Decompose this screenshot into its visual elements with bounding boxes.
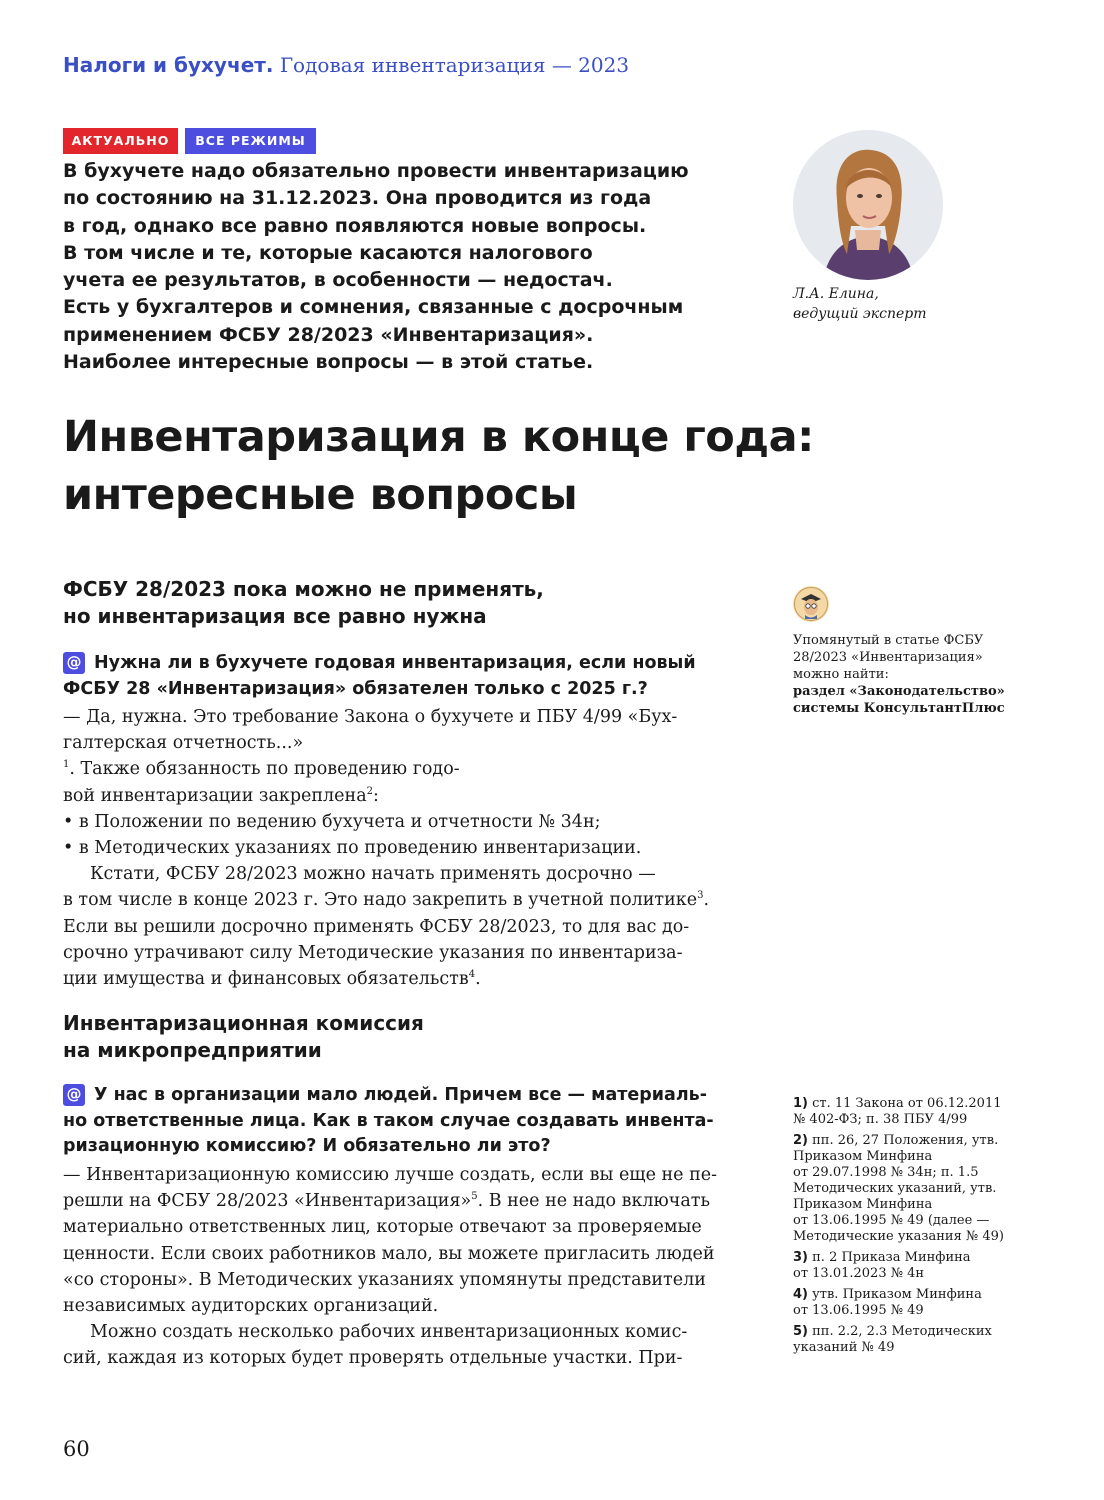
footnote-item [793, 1250, 1033, 1282]
author-portrait-icon [793, 130, 943, 280]
section2-answer [63, 1162, 739, 1372]
footnote-item [793, 1133, 1033, 1245]
side-note-link: системы КонсультантПлюс [793, 701, 1005, 716]
footnote-ref: 3 [697, 890, 704, 902]
running-head-topic: Годовая инвентаризация — 2023 [279, 53, 630, 77]
answer-line: материально ответственных лиц, которые отвечают за проверяемые [63, 1217, 702, 1238]
answer-line: ценности. Если своих работников мало, вы можете пригласить людей [63, 1243, 715, 1264]
footnote-line [793, 1287, 1033, 1303]
answer-line [63, 730, 739, 782]
answer-line: Можно создать несколько рабочих инвентаризационных комис- [90, 1322, 688, 1343]
heading-line: Инвентаризационная комиссия [63, 1011, 424, 1035]
footnote-ref: 5 [471, 1191, 478, 1203]
running-head-section: Налоги и бухучет. [63, 53, 274, 77]
heading-line: ФСБУ 28/2023 пока можно не применять, [63, 577, 544, 601]
answer-line: срочно утрачивают силу Методические указания по инвентариза- [63, 942, 683, 963]
answer-line: «со стороны». В Методических указаниях упомянуты представители [63, 1269, 706, 1290]
footnote-text: пп. 26, 27 Положения, утв. [812, 1133, 999, 1148]
footnote-line: от 13.06.1995 № 49 (далее — [793, 1213, 990, 1228]
footnote-line: от 29.07.1998 № 34н; п. 1.5 [793, 1165, 979, 1180]
bullet-item: • в Методических указаниях по проведению инвентаризации. [63, 838, 642, 859]
side-note-line: Упомянутый в статье ФСБУ [793, 633, 984, 648]
question-text: У нас в организации мало людей. Причем все — материаль- [94, 1085, 708, 1105]
footnote-line: от 13.06.1995 № 49 [793, 1303, 924, 1318]
answer-text: . [475, 969, 481, 990]
answer-line: — Инвентаризационную комиссию лучше создать, если вы еще не пе- [63, 1165, 718, 1185]
lead-line: Есть у бухгалтеров и сомнения, связанные с досрочным [63, 296, 684, 319]
answer-line [63, 783, 739, 809]
footnote-text: утв. Приказом Минфина [812, 1287, 982, 1302]
answer-text: . Также обязанность по проведению годо- [69, 759, 460, 780]
answer-line: — Да, нужна. Это требование Закона о бухучете и ПБУ 4/99 «Бух- [63, 707, 678, 727]
question-at-icon: @ [63, 1084, 85, 1106]
title-line: интересные вопросы [63, 470, 578, 520]
tag-actual: АКТУАЛЬНО [63, 128, 178, 154]
footnote-num: 4) [793, 1287, 808, 1302]
section1-question [63, 651, 739, 702]
question-line: ФСБУ 28 «Инвентаризация» обязателен только с 2025 г.? [63, 678, 648, 699]
section2-question [63, 1083, 739, 1160]
title-line: Инвентаризация в конце года: [63, 412, 814, 462]
side-note-link: раздел «Законодательство» [793, 684, 1005, 699]
footnote-num: 2) [793, 1133, 808, 1148]
question-line: ризационную комиссию? И обязательно ли это? [63, 1136, 551, 1156]
consultant-mascot-icon [793, 586, 829, 622]
lead-line: В том числе и те, которые касаются налогового [63, 241, 593, 264]
answer-line: Если вы решили досрочно применять ФСБУ 28/2023, то для вас до- [63, 916, 690, 937]
author-caption [793, 284, 927, 324]
lead-line: применением ФСБУ 28/2023 «Инвентаризация». [63, 323, 594, 346]
footnote-line: Приказом Минфина [793, 1197, 933, 1212]
answer-text: вой инвентаризации закреплена [63, 785, 367, 806]
author-role: ведущий эксперт [793, 306, 927, 322]
answer-text: галтерская отчетность...» [63, 733, 304, 754]
lead-paragraph [63, 158, 753, 376]
question-line [63, 651, 739, 677]
side-note-line: можно найти: [793, 667, 889, 682]
heading-line: но инвентаризация все равно нужна [63, 603, 487, 628]
footnote-item [793, 1287, 1033, 1319]
page-number: 60 [63, 1437, 90, 1461]
question-at-icon: @ [63, 652, 85, 674]
footnotes [793, 1096, 1033, 1361]
footnote-num: 3) [793, 1250, 808, 1265]
footnote-line [793, 1250, 1033, 1266]
author-name: Л.А. Елина, [793, 286, 879, 302]
footnote-line [793, 1096, 1033, 1112]
answer-text: решли на ФСБУ 28/2023 «Инвентаризация» [63, 1191, 472, 1212]
lead-line: Наиболее интересные вопросы — в этой статье. [63, 351, 594, 374]
footnote-item [793, 1324, 1033, 1356]
footnote-text: п. 2 Приказа Минфина [812, 1250, 971, 1265]
footnote-line: от 13.01.2023 № 4н [793, 1266, 925, 1281]
section1-answer [63, 704, 739, 992]
answer-text: . В нее не надо включать [477, 1191, 710, 1212]
section1-heading [63, 576, 544, 629]
answer-line [63, 1188, 739, 1214]
lead-line: по состоянию на 31.12.2023. Она проводится из года [63, 187, 652, 210]
answer-text: : [373, 785, 379, 806]
lead-line: учета ее результатов, в особенности — недостач. [63, 269, 613, 292]
mascot-icon [793, 586, 829, 622]
footnote-text: пп. 2.2, 2.3 Методических [812, 1324, 992, 1339]
footnote-ref: 2 [366, 785, 374, 797]
side-note [793, 632, 1023, 717]
footnote-ref: 4 [468, 969, 476, 981]
side-note-line: 28/2023 «Инвентаризация» [793, 650, 983, 665]
heading-line: на микропредприятии [63, 1037, 322, 1062]
footnote-line [793, 1324, 1033, 1340]
footnote-item [793, 1096, 1033, 1128]
lead-line: В бухучете надо обязательно провести инвентаризацию [63, 160, 689, 182]
article-title [63, 408, 814, 524]
answer-text: ции имущества и финансовых обязательств [63, 969, 469, 990]
footnote-text: ст. 11 Закона от 06.12.2011 [812, 1096, 1002, 1111]
answer-line [63, 887, 739, 913]
tag-all-regimes: ВСЕ РЕЖИМЫ [185, 128, 316, 154]
footnote-num: 5) [793, 1324, 808, 1339]
footnote-ref: 1 [63, 759, 70, 771]
answer-line: Кстати, ФСБУ 28/2023 можно начать применять досрочно — [90, 864, 656, 885]
footnote-line: указаний № 49 [793, 1340, 895, 1355]
footnote-line: Методических указаний, утв. [793, 1181, 997, 1196]
question-text: Нужна ли в бухучете годовая инвентаризация, если новый [94, 653, 696, 673]
answer-text: . [703, 890, 710, 911]
running-head [63, 53, 629, 77]
bullet-item: • в Положении по ведению бухучета и отчетности № 34н; [63, 811, 601, 832]
footnote-line: Методические указания № 49) [793, 1229, 1004, 1244]
answer-line: независимых аудиторских организаций. [63, 1296, 439, 1317]
lead-line: в год, однако все равно появляются новые вопросы. [63, 214, 647, 237]
footnote-num: 1) [793, 1096, 808, 1111]
author-photo [793, 130, 943, 280]
answer-line: сий, каждая из которых будет проверять отдельные участки. При- [63, 1348, 683, 1369]
footnote-line: Приказом Минфина [793, 1149, 933, 1164]
question-line: но ответственные лица. Как в таком случае создавать инвента- [63, 1110, 714, 1131]
section2-heading [63, 1010, 424, 1063]
footnote-line: № 402-ФЗ; п. 38 ПБУ 4/99 [793, 1112, 968, 1127]
answer-line [63, 966, 739, 992]
answer-text: в том числе в конце 2023 г. Это надо закрепить в учетной политике [63, 890, 698, 911]
footnote-line [793, 1133, 1033, 1149]
question-line [63, 1083, 739, 1109]
